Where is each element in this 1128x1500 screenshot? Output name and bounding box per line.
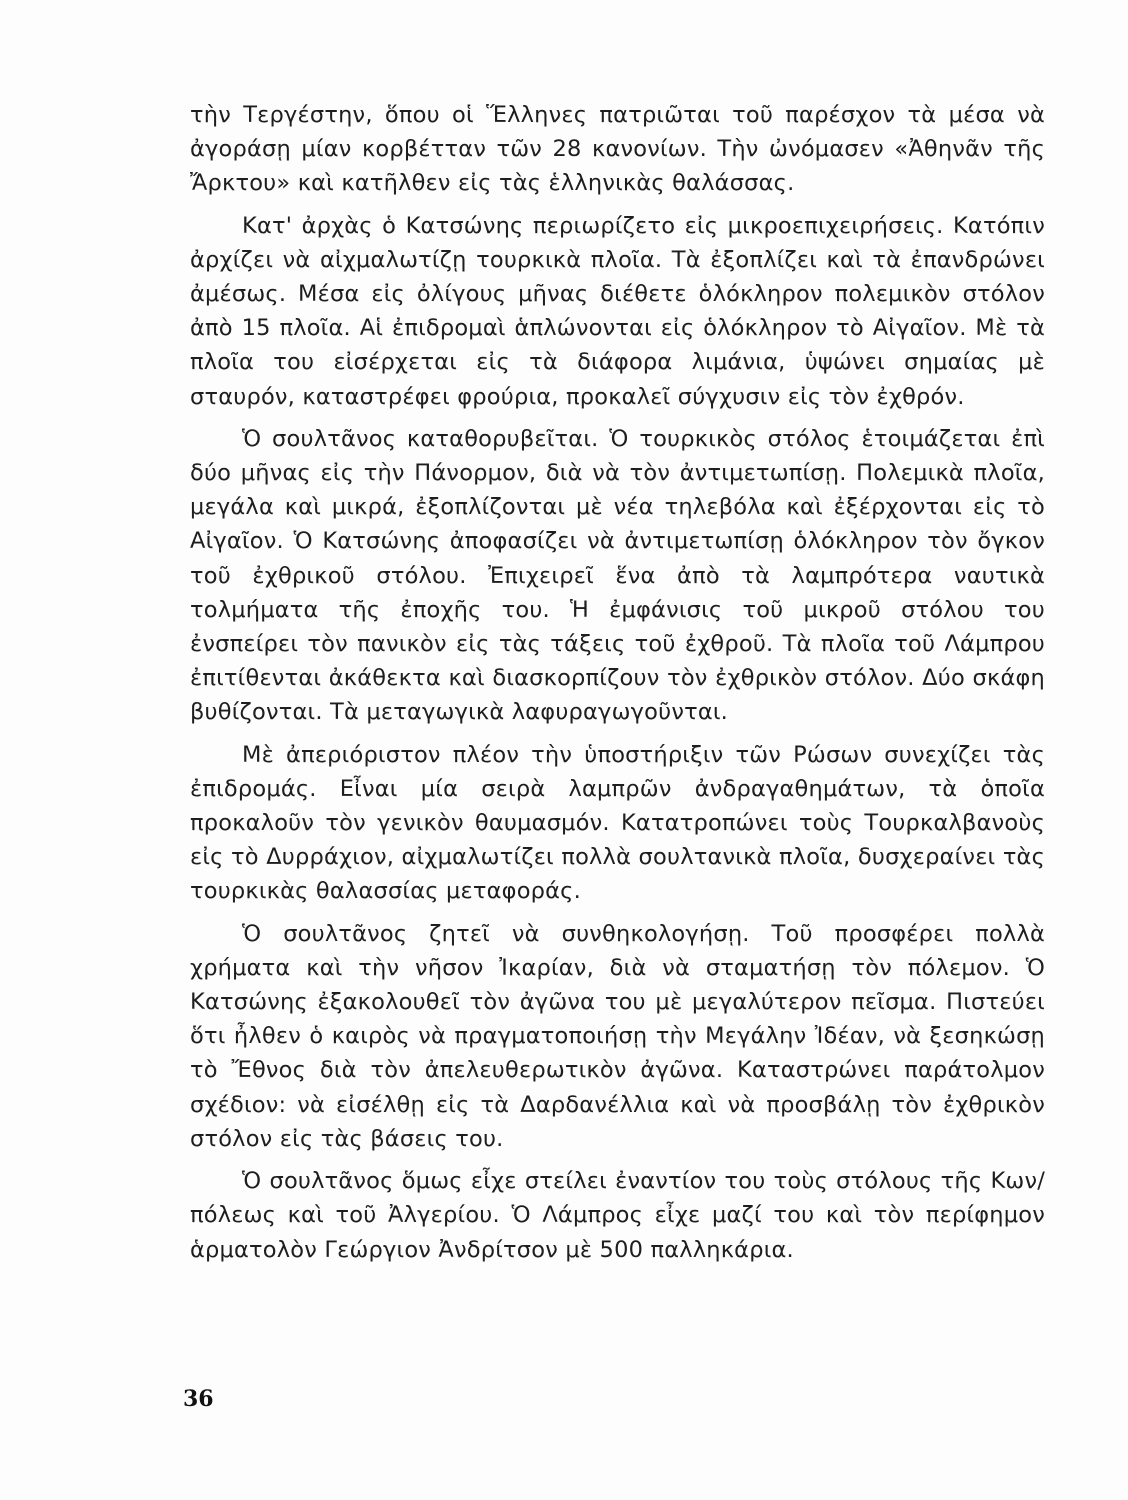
- paragraph-3: Ὁ σουλτᾶνος καταθορυβεῖται. Ὁ τουρκικὸς στόλος ἑτοιμάζεται ἐπὶ δύο μῆνας εἰς τὴν Πάνορμον, διὰ νὰ τὸν ἀντιμετωπίσῃ. Πολεμικὰ πλοῖα, μεγάλα καὶ μικρά, ἐξοπλίζονται μὲ νέα τηλεβόλα καὶ ἐξέρχονται εἰς τὸ Αἰγαῖον. Ὁ Κατσώνης ἀποφασίζει νὰ ἀντιμετωπίσῃ ὁλόκληρον τὸν ὄγκον τοῦ ἐχθρικοῦ στόλου. Ἐπιχειρεῖ ἕνα ἀπὸ τὰ λαμπρότερα ναυτικὰ τολμήματα τῆς ἐποχῆς του. Ἡ ἐμφάνισις τοῦ μικροῦ στόλου του ἐνσπείρει τὸν πανικὸν εἰς τὰς τάξεις τοῦ ἐχθροῦ. Τὰ πλοῖα τοῦ Λάμπρου ἐπιτίθενται ἀκάθεκτα καὶ διασκορπίζουν τὸν ἐχθρικὸν στόλον. Δύο σκάφη βυθίζονται. Τὰ μεταγωγικὰ λαφυραγωγοῦνται.: [190, 425, 1045, 726]
- paragraph-4: Μὲ ἀπεριόριστον πλέον τὴν ὑποστήριξιν τῶν Ρώσων συνεχίζει τὰς ἐπιδρομάς. Εἶναι μία σειρὰ λαμπρῶν ἀνδραγαθημάτων, τὰ ὁποῖα προκαλοῦν τὸν γενικὸν θαυμασμόν. Κατατροπώνει τοὺς Τουρκαλβανοὺς εἰς τὸ Δυρράχιον, αἰχμαλωτίζει πολλὰ σουλτανικὰ πλοῖα, δυσχεραίνει τὰς τουρκικὰς θαλασσίας μεταφοράς.: [190, 741, 1045, 905]
- paragraph-5: Ὁ σουλτᾶνος ζητεῖ νὰ συνθηκολογήσῃ. Τοῦ προσφέρει πολλὰ χρήματα καὶ τὴν νῆσον Ἰκαρίαν, διὰ νὰ σταματήσῃ τὸν πόλεμον. Ὁ Κατσώνης ἐξακολουθεῖ τὸν ἀγῶνα του μὲ μεγαλύτερον πεῖσμα. Πιστεύει ὅτι ἦλθεν ὁ καιρὸς νὰ πραγματοποιήσῃ τὴν Μεγάλην Ἰδέαν, νὰ ξεσηκώσῃ τὸ Ἔθνος διὰ τὸν ἀπελευθερωτικὸν ἀγῶνα. Καταστρώνει παράτολμον σχέδιον: νὰ εἰσέλθῃ εἰς τὰ Δαρδανέλλια καὶ νὰ προσβάλῃ τὸν ἐχθρικὸν στόλον εἰς τὰς βάσεις του.: [190, 920, 1045, 1152]
- page-number: 36: [183, 1386, 214, 1412]
- paragraph-2: Κατ' ἀρχὰς ὁ Κατσώνης περιωρίζετο εἰς μικροεπιχειρήσεις. Κατόπιν ἀρχίζει νὰ αἰχμαλωτίζῃ τουρκικὰ πλοῖα. Τὰ ἐξοπλίζει καὶ τὰ ἐπανδρώνει ἀμέσως. Μέσα εἰς ὀλίγους μῆνας διέθετε ὁλόκληρον πολεμικὸν στόλον ἀπὸ 15 πλοῖα. Αἱ ἐπιδρομαὶ ἁπλώνονται εἰς ὁλόκληρον τὸ Αἰγαῖον. Μὲ τὰ πλοῖα του εἰσέρχεται εἰς τὰ διάφορα λιμάνια, ὑψώνει σημαίας μὲ σταυρόν, καταστρέφει φρούρια, προκαλεῖ σύγχυσιν εἰς τὸν ἐχθρόν.: [190, 212, 1045, 410]
- paragraph-1: τὴν Τεργέστην, ὅπου οἱ Ἕλληνες πατριῶται τοῦ παρέσχον τὰ μέσα νὰ ἀγοράσῃ μίαν κορβέτταν τῶν 28 κανονίων. Τὴν ὠνόμασεν «Ἀθηνᾶν τῆς Ἄρκτου» καὶ κατῆλθεν εἰς τὰς ἑλληνικὰς θαλάσσας.: [190, 102, 1045, 197]
- paragraph-6: Ὁ σουλτᾶνος ὅμως εἶχε στείλει ἐναντίον του τοὺς στόλους τῆς Κων/πόλεως καὶ τοῦ Ἀλγερίου. Ὁ Λάμπρος εἶχε μαζί του καὶ τὸν περίφημον ἁρματολὸν Γεώργιον Ἀνδρίτσον μὲ 500 παλληκάρια.: [190, 1168, 1045, 1263]
- body-text: [190, 98, 1045, 1267]
